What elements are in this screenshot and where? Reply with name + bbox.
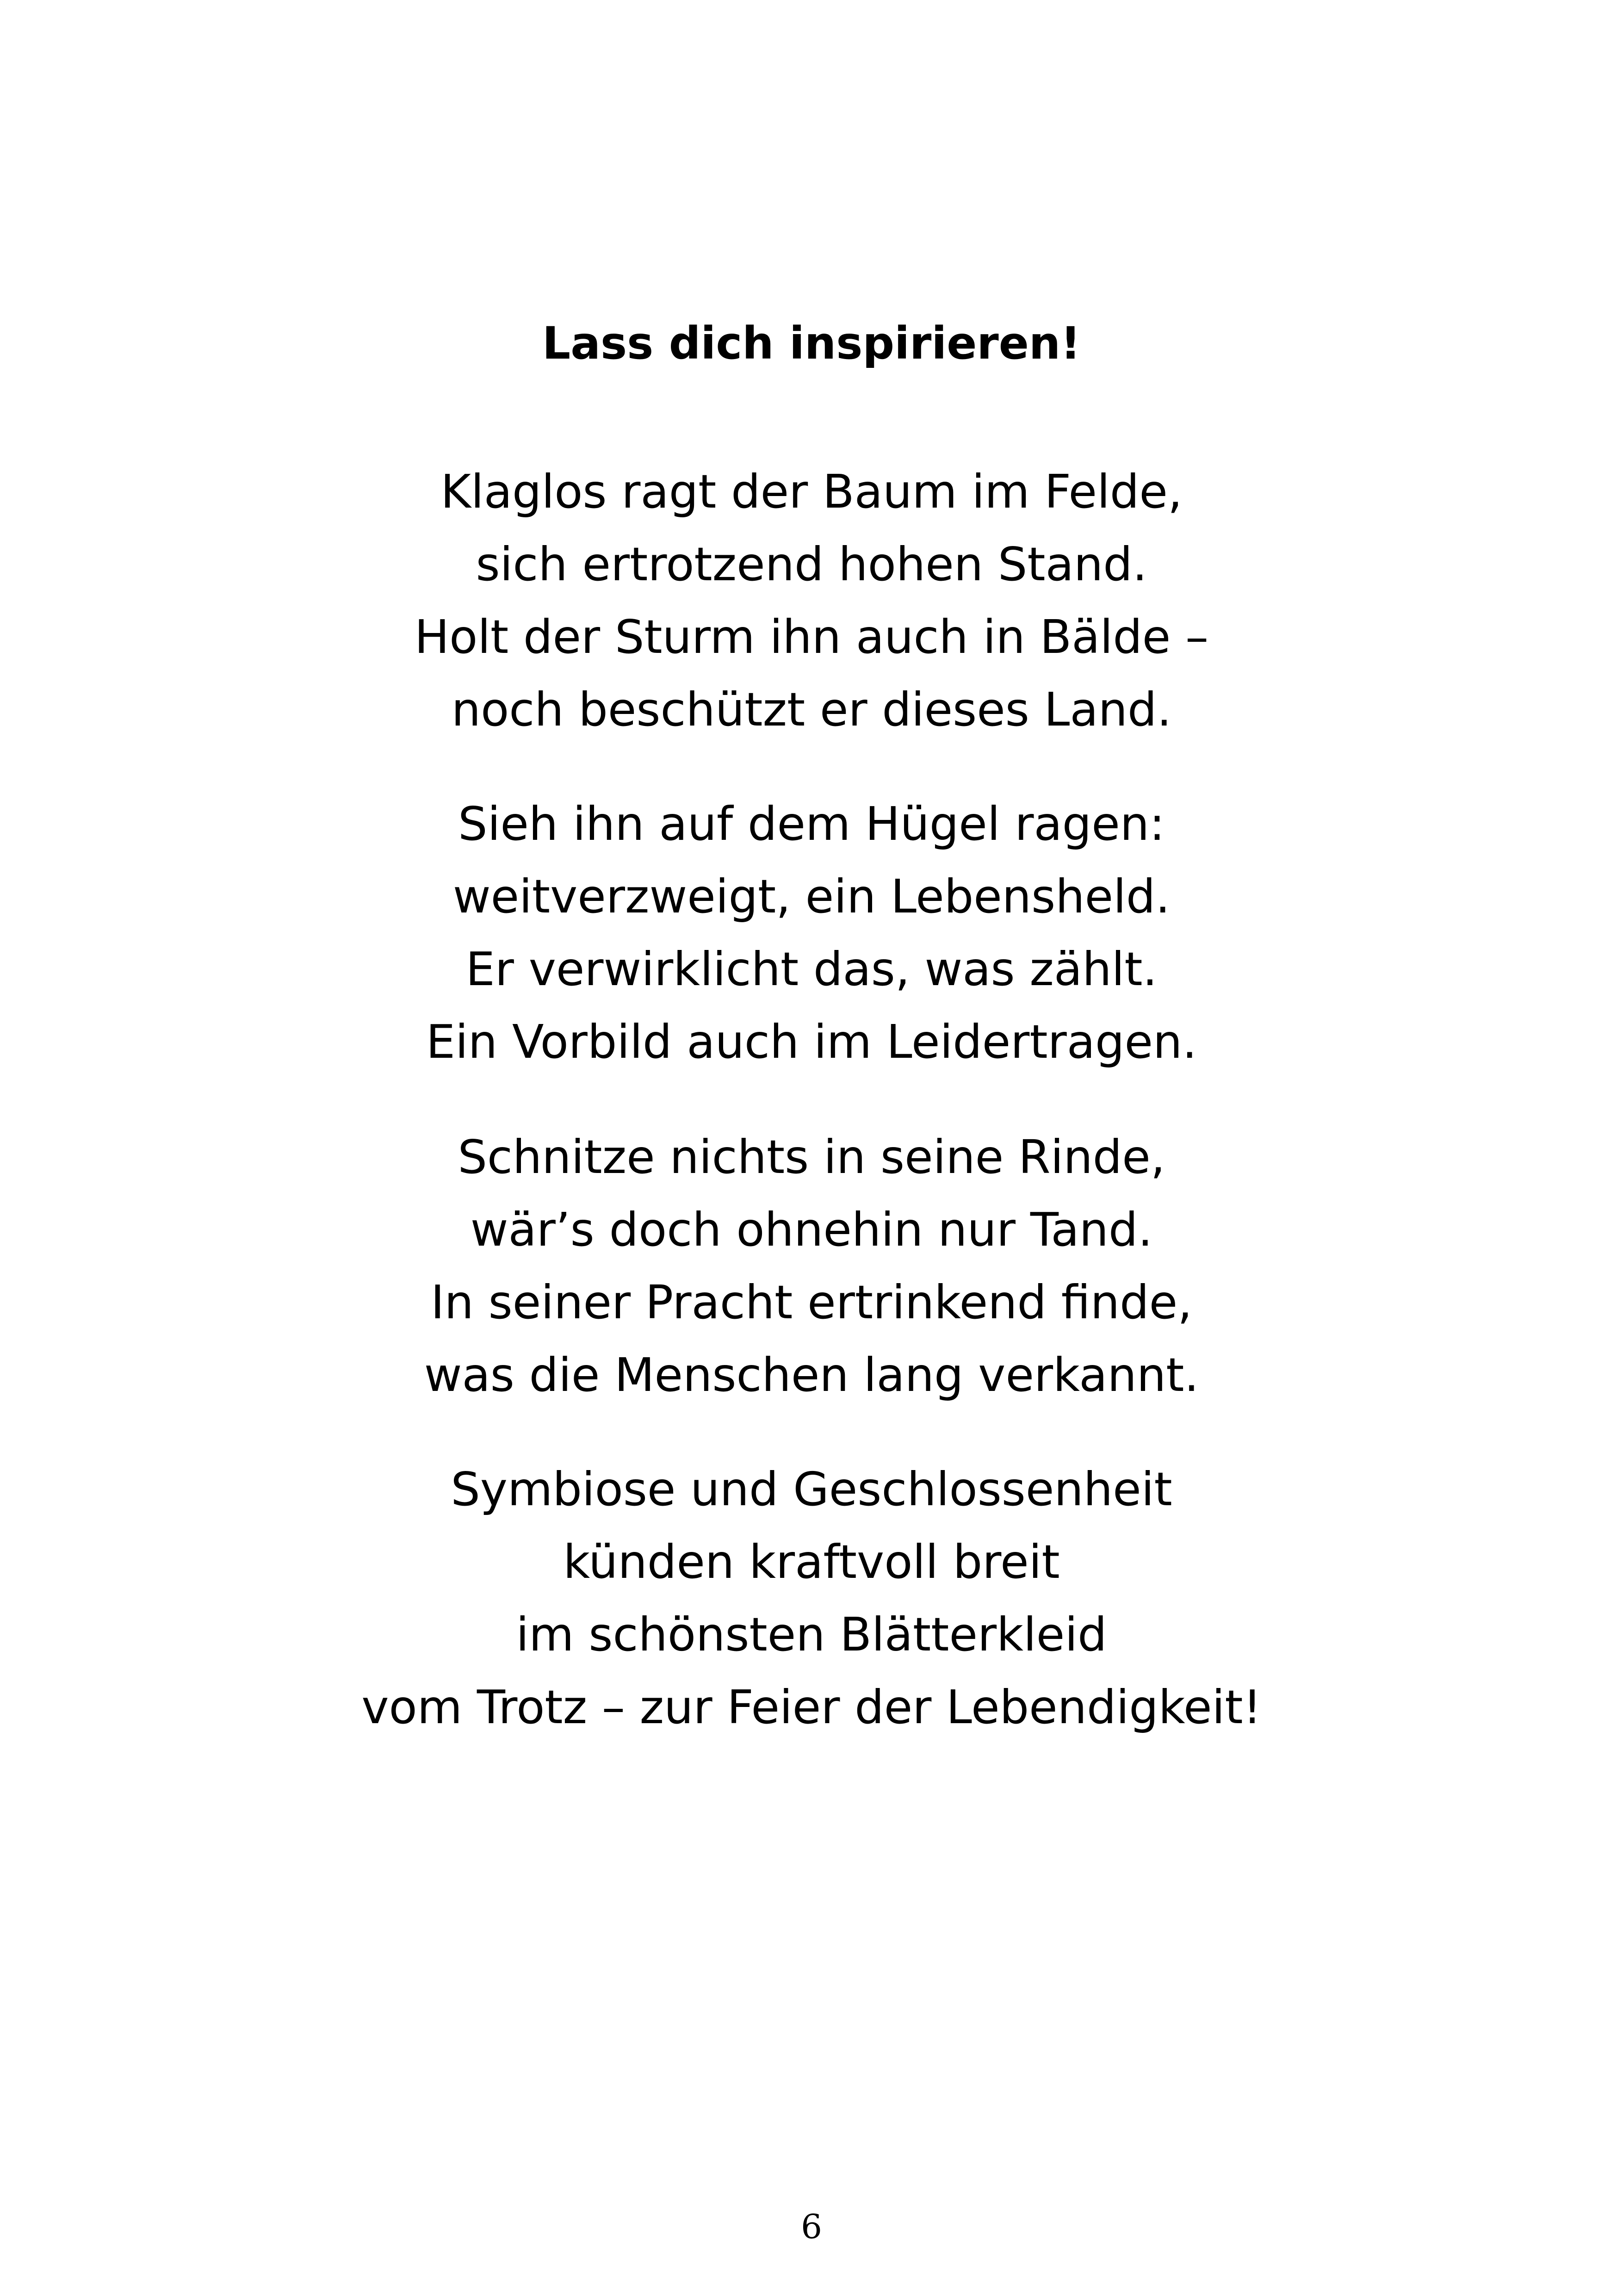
stanza-4 — [0, 1453, 1623, 1744]
poem-line: Symbiose und Geschlossenheit — [451, 1462, 1172, 1516]
poem-line: was die Menschen lang verkannt. — [424, 1348, 1199, 1402]
stanza-1 — [0, 455, 1623, 746]
poem-line: künden kraftvoll breit — [563, 1535, 1060, 1589]
poem-line: wär’s doch ohnehin nur Tand. — [470, 1203, 1153, 1257]
poem-line: Sieh ihn auf dem Hügel ragen: — [458, 797, 1165, 851]
poem-line: vom Trotz – zur Feier der Lebendigkeit! — [361, 1680, 1262, 1734]
poem-line: Holt der Sturm ihn auch in Bälde – — [414, 610, 1209, 664]
poem-line: In seiner Pracht ertrinkend finde, — [431, 1275, 1192, 1329]
poem-line: Schnitze nichts in seine Rinde, — [458, 1130, 1165, 1184]
stanza-2 — [0, 788, 1623, 1078]
poem-line: Er verwirklicht das, was zählt. — [465, 942, 1158, 996]
poem-title: Lass dich inspirieren! — [542, 317, 1081, 369]
poem-line: weitverzweigt, ein Lebensheld. — [452, 869, 1171, 924]
poem-line: Klaglos ragt der Baum im Felde, — [440, 465, 1183, 519]
poem-line: noch beschützt er dieses Land. — [451, 683, 1172, 737]
poem-line: im schönsten Blätterkleid — [516, 1607, 1107, 1662]
poem-line: sich ertrotzend hohen Stand. — [476, 537, 1147, 591]
page-number: 6 — [801, 2207, 822, 2246]
poem-line: Ein Vorbild auch im Leidertragen. — [426, 1015, 1197, 1069]
stanza-3 — [0, 1121, 1623, 1411]
